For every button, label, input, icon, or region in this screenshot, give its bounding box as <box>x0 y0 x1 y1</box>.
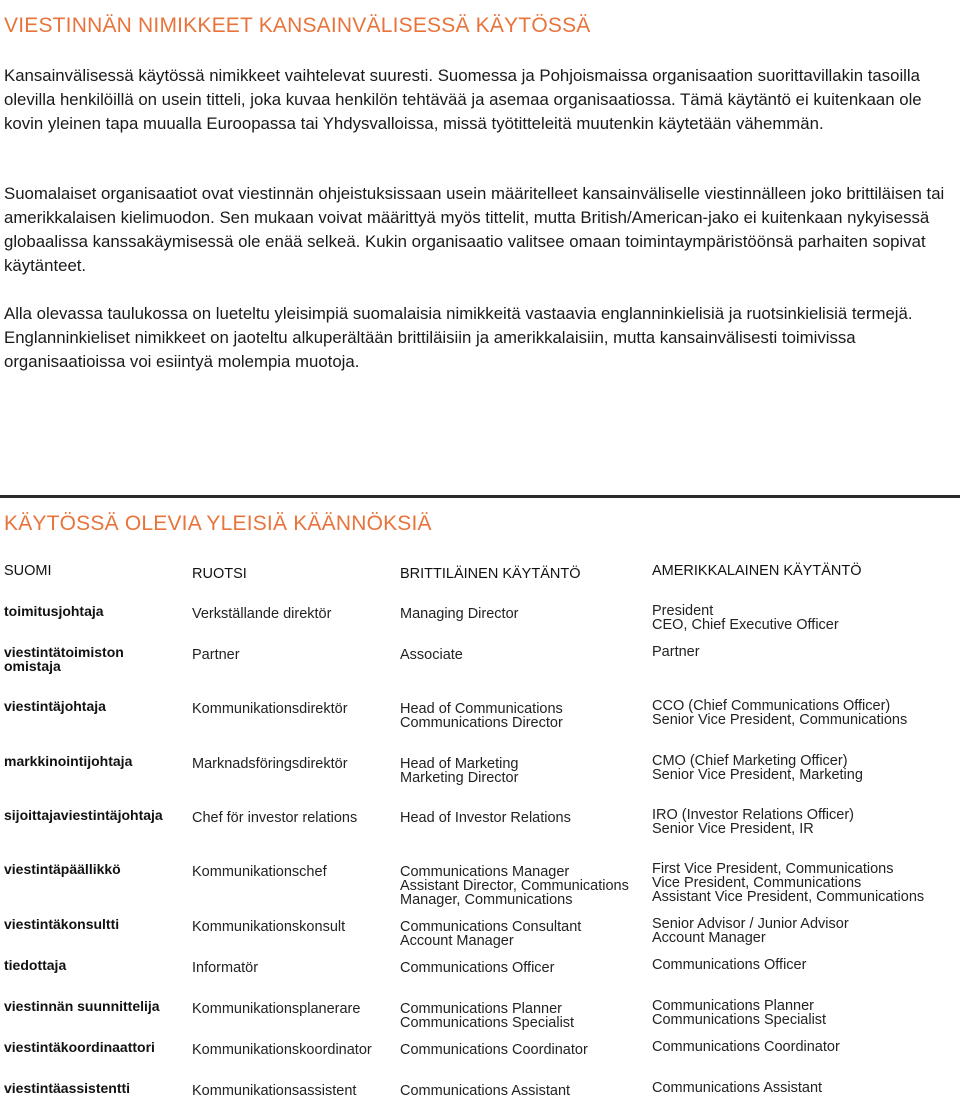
cell-line: Kommunikationsdirektör <box>192 701 348 717</box>
cell-line: Kommunikationskoordinator <box>192 1042 372 1058</box>
cell-brittilainen <box>400 1043 648 1057</box>
cell-line: tiedottaja <box>4 957 67 973</box>
cell-ruotsi <box>192 1002 392 1016</box>
cell-line: Account Manager <box>400 933 514 949</box>
section-title: KÄYTÖSSÄ OLEVIA YLEISIÄ KÄÄNNÖKSIÄ <box>4 512 432 535</box>
cell-suomi <box>4 917 184 931</box>
cell-line: Head of Marketing <box>400 756 519 772</box>
cell-amerikkalainen <box>652 604 952 632</box>
cell-line: Communications Director <box>400 715 563 731</box>
cell-brittilainen <box>400 648 648 662</box>
language-paragraph: Suomalaiset organisaatiot ovat viestinnän ohjeistuksissaan usein määritelleet kansainväliselle viestinnälleen joko brittiläisen tai amerikkalaisen kielimuodon. Sen mukaan voivat määrittyä myös tittelit, mutta British/American-jako ei kuitenkaan nykyisessä globaalissa kanssakäymisessä ole enää selkeä. Kukin organisaatio valitsee omaan toimintaympäristöönsä parhaiten sopivat käytänteet. <box>4 184 945 275</box>
cell-amerikkalainen <box>652 1040 952 1054</box>
cell-line: markkinointijohtaja <box>4 753 133 769</box>
cell-line: Kommunikationsplanerare <box>192 1001 361 1017</box>
cell-brittilainen <box>400 757 648 785</box>
cell-line: Managing Director <box>400 606 519 622</box>
cell-line: Assistant Director, Communications <box>400 878 629 894</box>
cell-line: Senior Vice President, Marketing <box>652 767 863 783</box>
cell-line: IRO (Investor Relations Officer) <box>652 807 854 823</box>
cell-line: Assistant Vice President, Communications <box>652 889 925 905</box>
cell-ruotsi <box>192 920 392 934</box>
column-header-suomi: SUOMI <box>4 563 52 579</box>
cell-suomi <box>4 699 184 713</box>
cell-amerikkalainen <box>652 754 952 782</box>
cell-ruotsi <box>192 811 392 825</box>
cell-ruotsi <box>192 1084 392 1098</box>
cell-suomi <box>4 862 184 876</box>
cell-brittilainen <box>400 1002 648 1030</box>
cell-brittilainen <box>400 811 648 825</box>
cell-ruotsi <box>192 865 392 879</box>
cell-line: Communications Assistant <box>400 1083 571 1099</box>
cell-line: First Vice President, Communications <box>652 861 894 877</box>
cell-line: viestinnän suunnittelija <box>4 998 160 1014</box>
cell-line: Marketing Director <box>400 770 519 786</box>
cell-line: Kommunikationsassistent <box>192 1083 357 1099</box>
cell-suomi <box>4 604 184 618</box>
cell-line: Communications Consultant <box>400 919 582 935</box>
column-header-amerikkalainen: AMERIKKALAINEN KÄYTÄNTÖ <box>652 563 862 579</box>
cell-amerikkalainen <box>652 645 952 659</box>
cell-suomi <box>4 958 184 972</box>
cell-line: Communications Officer <box>652 957 807 973</box>
cell-ruotsi <box>192 961 392 975</box>
cell-suomi <box>4 754 184 768</box>
cell-amerikkalainen <box>652 917 952 945</box>
cell-amerikkalainen <box>652 1081 952 1095</box>
page-title: VIESTINNÄN NIMIKKEET KANSAINVÄLISESSÄ KÄYTÖSSÄ <box>4 14 591 37</box>
cell-line: CMO (Chief Marketing Officer) <box>652 753 848 769</box>
cell-line: Senior Advisor / Junior Advisor <box>652 916 849 932</box>
cell-line: Communications Planner <box>652 998 814 1014</box>
cell-ruotsi <box>192 607 392 621</box>
cell-line: viestintäjohtaja <box>4 698 106 714</box>
cell-line: Communications Specialist <box>652 1012 827 1028</box>
cell-suomi <box>4 999 184 1013</box>
cell-line: Communications Planner <box>400 1001 562 1017</box>
cell-line: Informatör <box>192 960 259 976</box>
cell-line: Chef för investor relations <box>192 810 358 826</box>
intro-paragraph: Kansainvälisessä käytössä nimikkeet vaihtelevat suuresti. Suomessa ja Pohjoismaissa organisaation suorittavillakin tasoilla olevilla henkilöillä on usein titteli, joka kuvaa henkilön tehtävää ja asemaa organisaatiossa. Tämä käytäntö ei kuitenkaan ole kovin yleinen tapa muualla Euroopassa tai Yhdysvalloissa, missä työtitteleitä muutenkin käytetään vähemmän. <box>4 66 922 133</box>
cell-amerikkalainen <box>652 699 952 727</box>
cell-line: Associate <box>400 647 463 663</box>
cell-line: Head of Investor Relations <box>400 810 571 826</box>
cell-line: viestintäpäällikkö <box>4 861 121 877</box>
cell-line: Manager, Communications <box>400 892 573 908</box>
cell-line: Communications Manager <box>400 864 570 880</box>
cell-amerikkalainen <box>652 862 952 904</box>
cell-line: Partner <box>652 644 700 660</box>
cell-line: sijoittajaviestintäjohtaja <box>4 807 163 823</box>
cell-suomi <box>4 1040 184 1054</box>
cell-suomi <box>4 808 184 822</box>
cell-brittilainen <box>400 1084 648 1098</box>
column-header-brittilainen: BRITTILÄINEN KÄYTÄNTÖ <box>400 566 581 582</box>
cell-line: Kommunikationschef <box>192 864 327 880</box>
cell-line: viestintätoimiston <box>4 644 124 660</box>
cell-line: Marknadsföringsdirektör <box>192 756 348 772</box>
cell-line: Communications Assistant <box>652 1080 823 1096</box>
cell-amerikkalainen <box>652 999 952 1027</box>
cell-line: Verkställande direktör <box>192 606 332 622</box>
cell-line: Communications Specialist <box>400 1015 575 1031</box>
cell-line: Vice President, Communications <box>652 875 862 891</box>
cell-line: omistaja <box>4 658 61 674</box>
cell-line: CEO, Chief Executive Officer <box>652 617 839 633</box>
cell-line: Partner <box>192 647 240 663</box>
cell-brittilainen <box>400 607 648 621</box>
cell-line: Communications Officer <box>400 960 555 976</box>
cell-line: Head of Communications <box>400 701 563 717</box>
column-header-ruotsi: RUOTSI <box>192 566 247 582</box>
cell-line: Kommunikationskonsult <box>192 919 346 935</box>
cell-amerikkalainen <box>652 958 952 972</box>
cell-ruotsi <box>192 702 392 716</box>
cell-line: Communications Coordinator <box>400 1042 588 1058</box>
section-divider <box>0 495 960 498</box>
cell-line: viestintäkonsultti <box>4 916 120 932</box>
cell-line: Communications Coordinator <box>652 1039 840 1055</box>
cell-brittilainen <box>400 961 648 975</box>
cell-line: President <box>652 603 714 619</box>
cell-ruotsi <box>192 648 392 662</box>
cell-suomi <box>4 645 184 673</box>
cell-line: Account Manager <box>652 930 766 946</box>
table-intro-paragraph: Alla olevassa taulukossa on lueteltu yleisimpiä suomalaisia nimikkeitä vastaavia englanninkielisiä ja ruotsinkielisiä termejä. Englanninkieliset nimikkeet on jaoteltu alkuperältään brittiläisiin ja amerikkalaisiin, mutta kansainvälisesti toimivissa organisaatioissa voi esiintyä molempia muotoja. <box>4 304 913 371</box>
cell-ruotsi <box>192 757 392 771</box>
cell-line: Senior Vice President, Communications <box>652 712 908 728</box>
cell-amerikkalainen <box>652 808 952 836</box>
cell-brittilainen <box>400 920 648 948</box>
cell-ruotsi <box>192 1043 392 1057</box>
cell-line: toimitusjohtaja <box>4 603 104 619</box>
cell-suomi <box>4 1081 184 1095</box>
cell-line: viestintäassistentti <box>4 1080 131 1096</box>
cell-line: Senior Vice President, IR <box>652 821 814 837</box>
cell-line: CCO (Chief Communications Officer) <box>652 698 891 714</box>
cell-brittilainen <box>400 865 648 907</box>
cell-line: viestintäkoordinaattori <box>4 1039 155 1055</box>
cell-brittilainen <box>400 702 648 730</box>
